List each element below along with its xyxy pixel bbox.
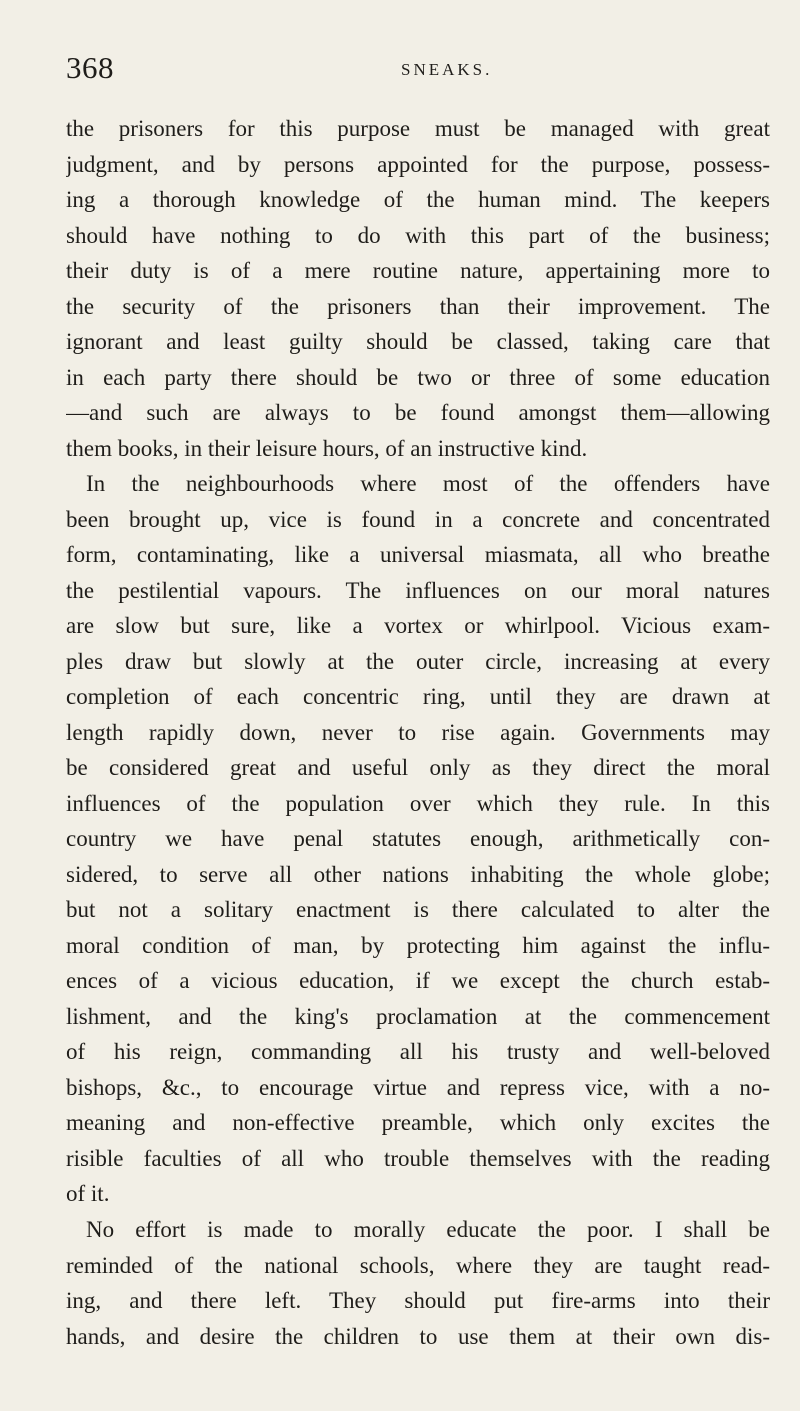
text-line: form, contaminating, like a universal miasmata, all who breathe: [66, 542, 770, 568]
text-line: country we have penal statutes enough, arithmetically con-: [66, 826, 770, 852]
text-line: —and such are always to be found amongst them—allowing: [66, 400, 770, 426]
text-line: influences of the population over which they rule. In this: [66, 790, 770, 816]
text-line: of it.: [66, 1181, 110, 1207]
text-line: be considered great and useful only as they direct the moral: [66, 755, 770, 781]
text-line: judgment, and by persons appointed for the purpose, possess-: [66, 151, 770, 177]
text-line: are slow but sure, like a vortex or whirlpool. Vicious exam-: [66, 613, 770, 639]
body-text: [66, 111, 770, 1354]
page-number: 368: [66, 50, 114, 85]
text-line: but not a solitary enactment is there calculated to alter the: [66, 897, 770, 923]
text-line: In the neighbourhoods where most of the offenders have: [86, 471, 770, 497]
text-line: been brought up, vice is found in a concrete and concentrated: [66, 506, 770, 532]
text-line: meaning and non-effective preamble, which only excites the: [66, 1110, 770, 1136]
text-line: sidered, to serve all other nations inhabiting the whole globe;: [66, 861, 770, 887]
text-line: ing a thorough knowledge of the human mind. The keepers: [66, 187, 770, 213]
text-line: moral condition of man, by protecting him against the influ-: [66, 932, 770, 958]
text-line: the prisoners for this purpose must be managed with great: [66, 116, 770, 141]
text-line: hands, and desire the children to use them at their own dis-: [66, 1323, 770, 1349]
text-line: completion of each concentric ring, until they are drawn at: [66, 684, 770, 710]
text-line: reminded of the national schools, where they are taught read-: [66, 1252, 770, 1278]
text-line: the security of the prisoners than their improvement. The: [66, 293, 770, 319]
text-line: their duty is of a mere routine nature, appertaining more to: [66, 258, 770, 284]
text-line: ences of a vicious education, if we except the church estab-: [66, 968, 770, 994]
text-line: ing, and there left. They should put fire-arms into their: [66, 1288, 770, 1314]
text-line: risible faculties of all who trouble themselves with the reading: [66, 1145, 770, 1171]
text-line: ples draw but slowly at the outer circle, increasing at every: [66, 648, 770, 674]
text-line: the pestilential vapours. The influences on our moral natures: [66, 577, 770, 603]
text-line: ignorant and least guilty should be classed, taking care that: [66, 329, 770, 355]
text-line: bishops, &c., to encourage virtue and repress vice, with a no-: [66, 1074, 770, 1100]
text-line: of his reign, commanding all his trusty and well-beloved: [66, 1039, 770, 1065]
running-head: SNEAKS.: [401, 60, 493, 79]
text-line: should have nothing to do with this part of the business;: [66, 222, 770, 248]
text-line: lishment, and the king's proclamation at the commencement: [66, 1003, 770, 1029]
text-line: them books, in their leisure hours, of an instructive kind.: [66, 435, 588, 461]
text-line: in each party there should be two or three of some education: [66, 364, 770, 390]
text-line: length rapidly down, never to rise again. Governments may: [66, 719, 770, 745]
page-header: [66, 48, 706, 88]
text-line: No effort is made to morally educate the poor. I shall be: [86, 1216, 770, 1242]
